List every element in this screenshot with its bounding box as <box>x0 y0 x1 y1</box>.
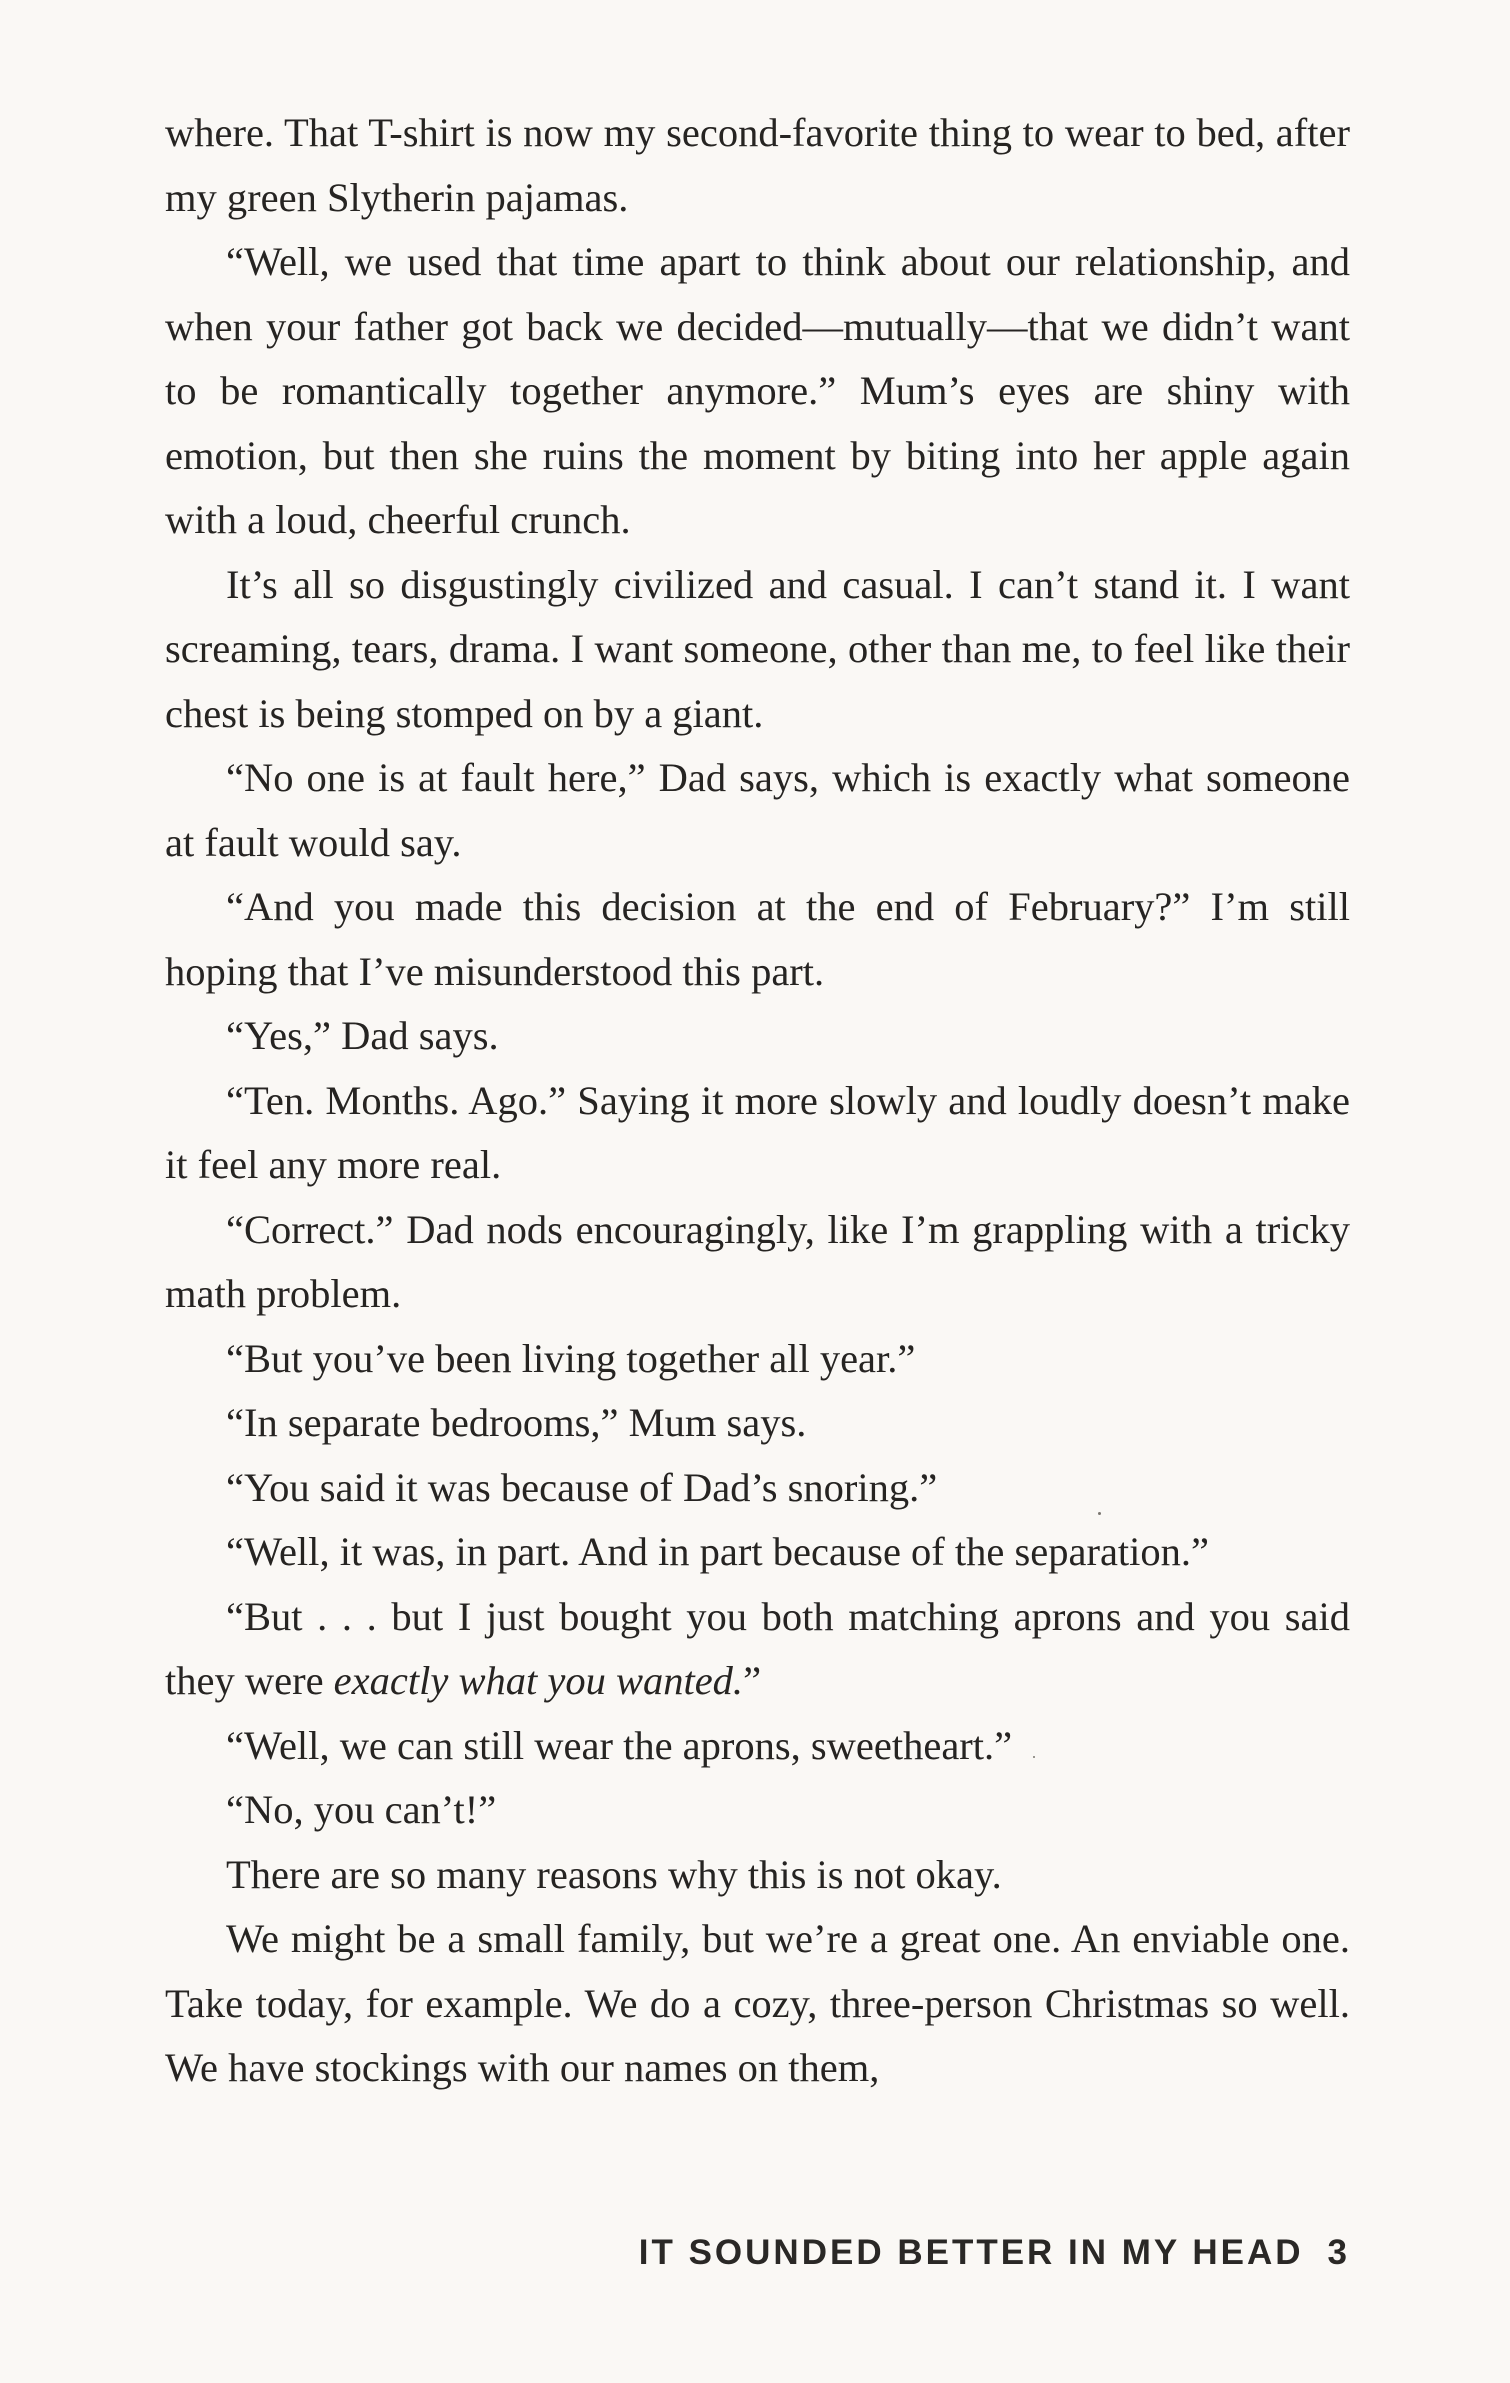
paragraph-aprons-start: “But . . . but I just bought you both matching aprons and you said they were <box>165 1593 1350 1703</box>
paragraph: “Correct.” Dad nods encouragingly, like I’m grappling with a tricky math problem. <box>165 1206 1350 1316</box>
paragraph: “Ten. Months. Ago.” Saying it more slowly and loudly doesn’t make it feel any more real. <box>165 1077 1350 1187</box>
paragraph: “Well, it was, in part. And in part because of the separation.” <box>226 1529 1210 1574</box>
paragraph: “Well, we can still wear the aprons, sweetheart.” <box>226 1722 1013 1768</box>
paragraph: “But you’ve been living together all year.” <box>226 1335 916 1381</box>
scan-speck <box>1033 1756 1035 1758</box>
running-title: IT SOUNDED BETTER IN MY HEAD <box>638 2233 1304 2272</box>
emphasized-phrase: exactly what you wanted. <box>333 1658 744 1703</box>
paragraph: “Well, we used that time apart to think about our relationship, and when your father got back we decided—mutually—that we didn’t want to be romantically together anymore.” Mum’s eyes are shiny with emotion, but then she ruins the moment by biting into her apple again with a loud, cheerful crunch. <box>165 239 1350 542</box>
paragraph: “You said it was because of Dad’s snoring.” <box>226 1464 938 1510</box>
paragraph: “Yes,” Dad says. <box>226 1013 499 1058</box>
paragraph: “And you made this decision at the end of February?” I’m still hoping that I’ve misunderstood this part. <box>165 884 1350 994</box>
paragraph: It’s all so disgustingly civilized and casual. I can’t stand it. I want screaming, tears, drama. I want someone, other than me, to feel like their chest is being stomped on by a giant. <box>165 561 1350 736</box>
paragraph: “No, you can’t!” <box>226 1787 497 1832</box>
paragraph: “In separate bedrooms,” Mum says. <box>226 1400 807 1445</box>
paragraph: There are so many reasons why this is not okay. <box>226 1851 1002 1897</box>
paragraph-aprons-end: ” <box>743 1658 762 1703</box>
body-text <box>165 101 1350 2101</box>
page-number: 3 <box>1327 2233 1350 2272</box>
paragraph-continuation: where. That T-shirt is now my second-favorite thing to wear to bed, after my green Slytherin pajamas. <box>165 110 1350 220</box>
running-footer <box>639 2233 1350 2273</box>
scan-speck <box>1098 1512 1101 1515</box>
paragraph: We might be a small family, but we’re a great one. An enviable one. Take today, for example. We do a cozy, three-person Christmas so well. We have stockings with our names on them, <box>165 1916 1350 2090</box>
paragraph: “No one is at fault here,” Dad says, which is exactly what someone at fault would say. <box>165 755 1350 865</box>
paragraph-aprons <box>165 1585 1350 1714</box>
